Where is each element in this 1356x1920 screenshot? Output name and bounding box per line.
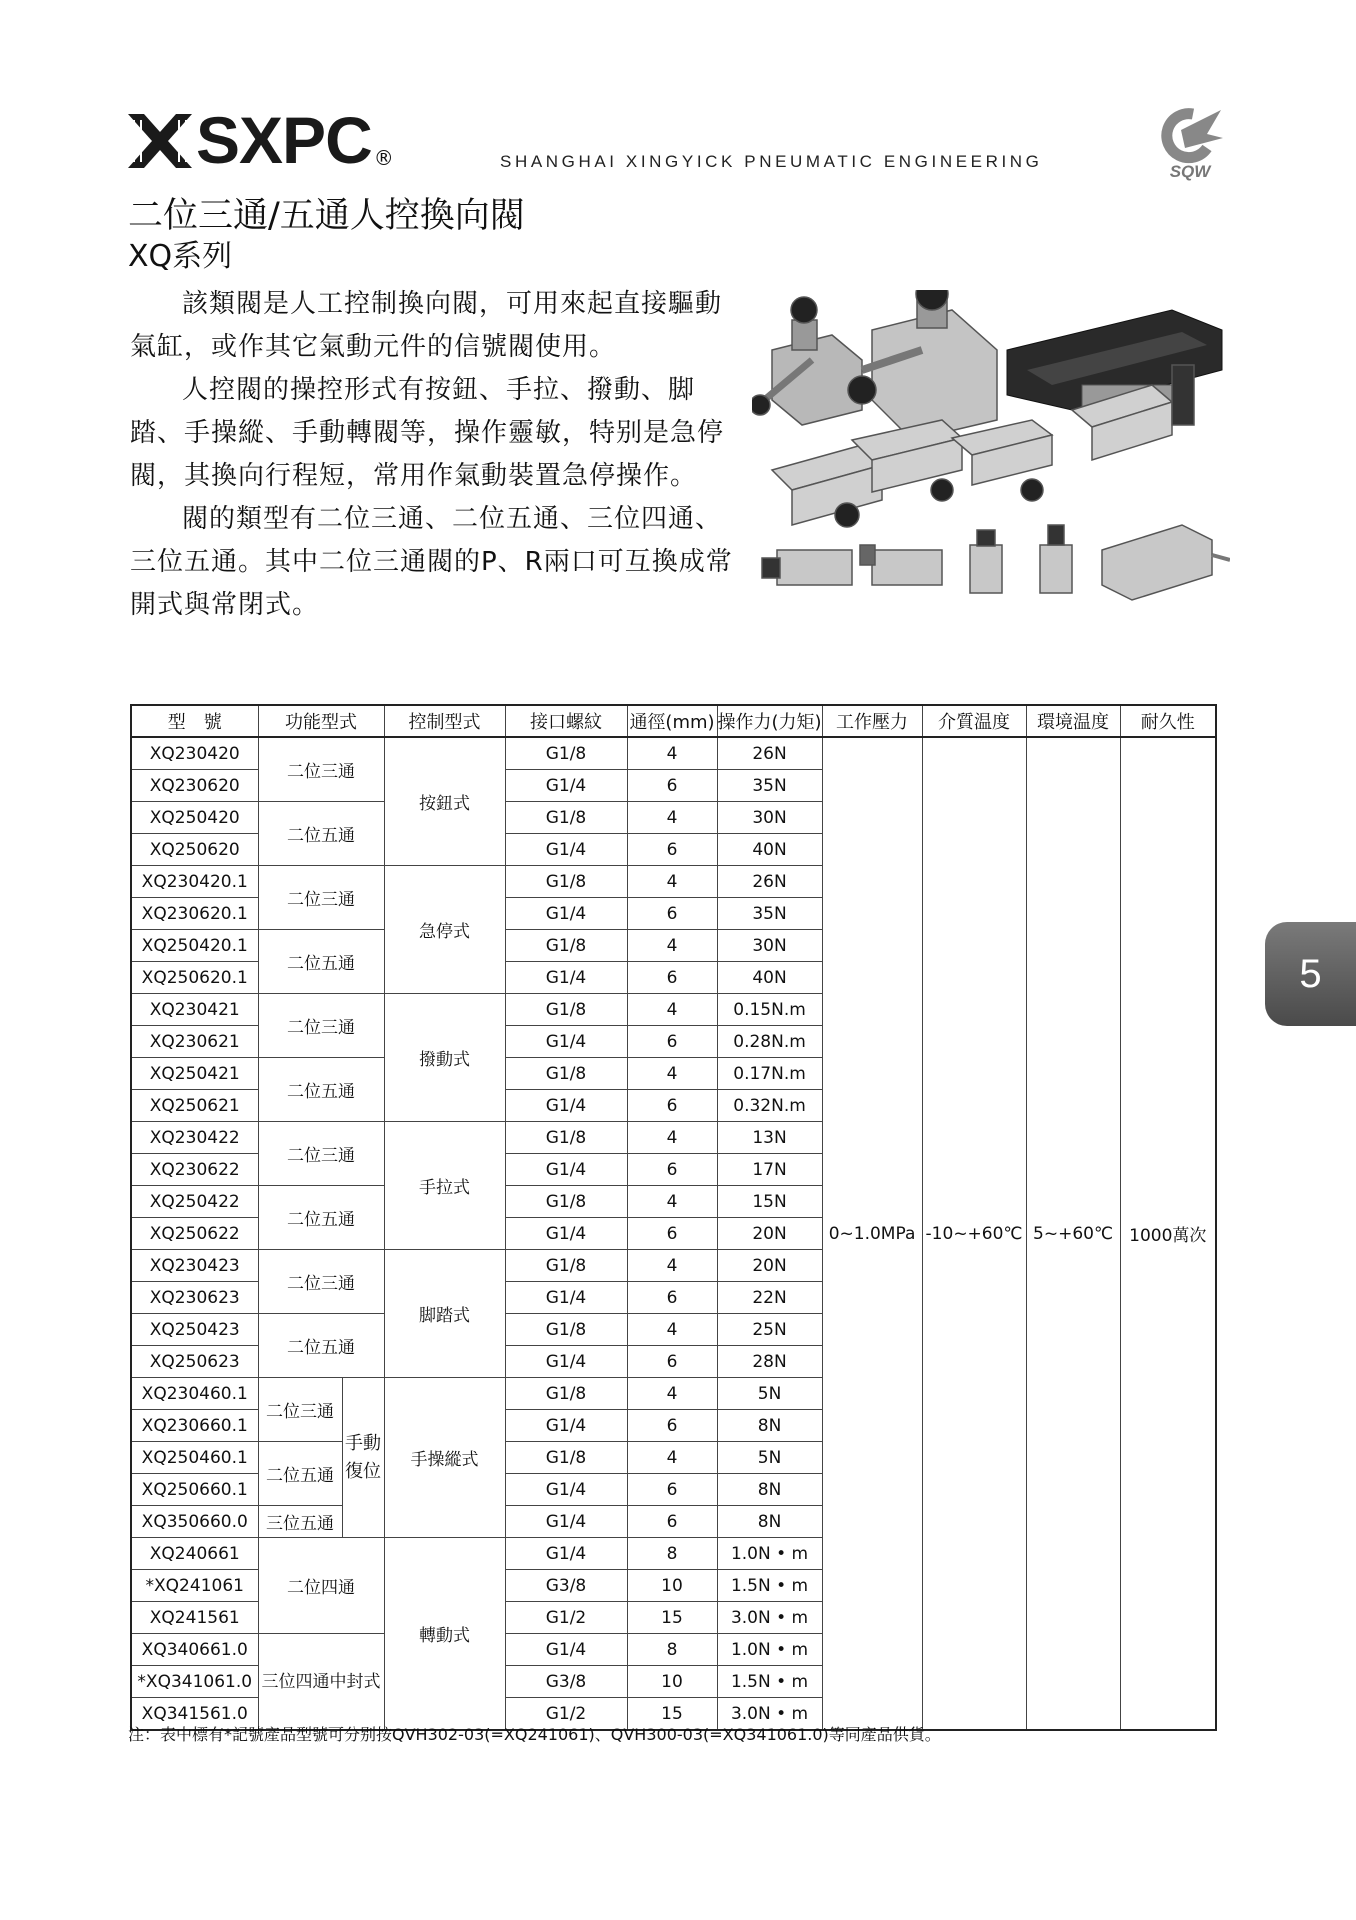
page-subtitle: XQ系列 (128, 239, 233, 274)
table-cell: G1/4 (505, 1474, 627, 1506)
table-cell: 4 (627, 866, 717, 898)
table-cell: XQ230660.1 (131, 1410, 258, 1442)
table-cell: G1/8 (505, 1378, 627, 1410)
shared-pressure: 0~1.0MPa (822, 737, 922, 1730)
page-section-tab: 5 (1265, 922, 1356, 1026)
spec-table (130, 704, 1217, 1731)
table-cell: G1/8 (505, 930, 627, 962)
table-cell: 13N (717, 1122, 822, 1154)
table-cell: 三位四通中封式 (258, 1634, 384, 1731)
table-cell: G1/4 (505, 1154, 627, 1186)
table-cell: G1/8 (505, 866, 627, 898)
table-cell: 二位五通 (258, 1314, 384, 1378)
table-cell: 26N (717, 737, 822, 770)
table-cell: 4 (627, 994, 717, 1026)
table-cell: XQ250622 (131, 1218, 258, 1250)
table-cell: 5N (717, 1378, 822, 1410)
table-cell: XQ250620.1 (131, 962, 258, 994)
table-cell: XQ250620 (131, 834, 258, 866)
table-cell: XQ250420.1 (131, 930, 258, 962)
table-cell: 手拉式 (384, 1122, 505, 1250)
table-cell: 25N (717, 1314, 822, 1346)
table-cell: G1/4 (505, 1634, 627, 1666)
table-cell: 20N (717, 1250, 822, 1282)
sxpc-logo (128, 103, 394, 177)
shared-durability: 1000萬次 (1120, 737, 1216, 1730)
description-paragraph: 人控閥的操控形式有按鈕、手拉、撥動、脚踏、手操縱、手動轉閥等，操作靈敏，特别是急停閥，其換向行程短，常用作氣動裝置急停操作。 (130, 375, 725, 491)
table-cell: G1/8 (505, 1122, 627, 1154)
table-cell: XQ250422 (131, 1186, 258, 1218)
table-cell: 8 (627, 1634, 717, 1666)
table-cell: XQ341561.0 (131, 1698, 258, 1731)
table-cell: 4 (627, 1186, 717, 1218)
table-cell: XQ230420 (131, 737, 258, 770)
table-cell: 4 (627, 1442, 717, 1474)
table-cell: XQ230620 (131, 770, 258, 802)
table-cell: 6 (627, 962, 717, 994)
table-cell: G1/2 (505, 1602, 627, 1634)
table-cell: XQ250660.1 (131, 1474, 258, 1506)
table-cell: G1/4 (505, 1090, 627, 1122)
col-header-thread: 接口螺紋 (505, 705, 627, 737)
table-cell: G1/8 (505, 737, 627, 770)
table-cell: 二位五通 (258, 1058, 384, 1122)
footnote: 注：表中標有*記號產品型號可分别按QVH302-03(=XQ241061)、QVH300-03(=XQ341061.0)等同產品供貨。 (128, 1725, 941, 1744)
col-header-medium-temp: 介質温度 (922, 705, 1026, 737)
table-cell: G1/4 (505, 1282, 627, 1314)
table-cell: 4 (627, 1250, 717, 1282)
table-cell: 4 (627, 802, 717, 834)
table-cell: 30N (717, 930, 822, 962)
table-cell: XQ250421 (131, 1058, 258, 1090)
table-cell: G1/8 (505, 1058, 627, 1090)
table-cell: *XQ341061.0 (131, 1666, 258, 1698)
col-header-pressure: 工作壓力 (822, 705, 922, 737)
table-cell: 二位三通 (258, 866, 384, 930)
table-cell: 撥動式 (384, 994, 505, 1122)
table-cell: 17N (717, 1154, 822, 1186)
table-cell: 0.28N.m (717, 1026, 822, 1058)
table-cell: 15 (627, 1698, 717, 1731)
lever-valve-large (848, 290, 997, 440)
table-cell: G1/4 (505, 1218, 627, 1250)
table-cell: 1.0N • m (717, 1538, 822, 1570)
table-cell: G1/4 (505, 770, 627, 802)
shared-medium-temp: -10~+60℃ (922, 737, 1026, 1730)
table-cell: 35N (717, 898, 822, 930)
table-cell: *XQ241061 (131, 1570, 258, 1602)
table-header-row (131, 705, 1216, 737)
table-cell: G1/8 (505, 1186, 627, 1218)
table-cell: G1/4 (505, 962, 627, 994)
table-cell: XQ240661 (131, 1538, 258, 1570)
table-cell: 5N (717, 1442, 822, 1474)
table-cell: 30N (717, 802, 822, 834)
table-cell: 4 (627, 737, 717, 770)
table-cell: XQ230422 (131, 1122, 258, 1154)
col-header-durability: 耐久性 (1120, 705, 1216, 737)
logo-wordmark: SXPC (196, 103, 372, 177)
table-cell: 22N (717, 1282, 822, 1314)
table-cell: 0.17N.m (717, 1058, 822, 1090)
table-cell: 二位四通 (258, 1538, 384, 1634)
sxpc-logo-mark-icon (128, 114, 192, 168)
col-header-model: 型 號 (131, 705, 258, 737)
description-paragraph: 閥的類型有二位三通、二位五通、三位四通、三位五通。其中二位三通閥的P、R兩口可互換成常開式與常閉式。 (130, 504, 733, 620)
table-cell: XQ230421 (131, 994, 258, 1026)
table-cell: 脚踏式 (384, 1250, 505, 1378)
table-cell: 0.15N.m (717, 994, 822, 1026)
table-cell: XQ230623 (131, 1282, 258, 1314)
company-name: SHANGHAI XINGYICK PNEUMATIC ENGINEERING (500, 152, 1043, 171)
table-cell: G1/8 (505, 1314, 627, 1346)
table-cell: XQ230420.1 (131, 866, 258, 898)
col-header-function: 功能型式 (258, 705, 384, 737)
table-cell: 6 (627, 1346, 717, 1378)
table-cell: G1/4 (505, 1026, 627, 1058)
table-cell: 10 (627, 1570, 717, 1602)
table-cell: 手操縱式 (384, 1378, 505, 1538)
table-cell: 20N (717, 1218, 822, 1250)
table-cell: 二位三通 (258, 994, 384, 1058)
table-cell: 35N (717, 770, 822, 802)
sqw-logo: SQW (1150, 108, 1230, 182)
table-cell: 6 (627, 1154, 717, 1186)
table-cell: 8N (717, 1474, 822, 1506)
shared-ambient-temp: 5~+60℃ (1026, 737, 1120, 1730)
table-cell: 1.5N • m (717, 1666, 822, 1698)
table-cell: 10 (627, 1666, 717, 1698)
product-photo (752, 290, 1230, 620)
table-cell: 二位三通 (258, 1250, 384, 1314)
table-cell: 6 (627, 1410, 717, 1442)
table-row (131, 737, 1216, 770)
table-cell: G1/4 (505, 1410, 627, 1442)
table-cell: 8N (717, 1506, 822, 1538)
table-cell: G3/8 (505, 1666, 627, 1698)
sqw-logo-icon (1155, 108, 1225, 166)
table-cell: 1.5N • m (717, 1570, 822, 1602)
table-cell: G1/4 (505, 1346, 627, 1378)
table-cell: XQ250623 (131, 1346, 258, 1378)
table-cell: XQ230423 (131, 1250, 258, 1282)
table-cell: 二位三通 (258, 737, 384, 802)
table-cell: G3/8 (505, 1570, 627, 1602)
table-cell: 6 (627, 1282, 717, 1314)
col-header-force: 操作力(力矩) (717, 705, 822, 737)
table-cell: XQ230620.1 (131, 898, 258, 930)
description-paragraph: 該類閥是人工控制換向閥，可用來起直接驅動氣缸，或作其它氣動元件的信號閥使用。 (130, 289, 723, 362)
table-cell: G1/4 (505, 1538, 627, 1570)
table-cell: XQ250423 (131, 1314, 258, 1346)
table-cell: 15N (717, 1186, 822, 1218)
table-cell: 1.0N • m (717, 1634, 822, 1666)
table-cell: XQ241561 (131, 1602, 258, 1634)
table-cell: G1/8 (505, 802, 627, 834)
table-cell: 二位三通 (258, 1378, 342, 1442)
table-cell: 6 (627, 1474, 717, 1506)
table-cell: XQ230621 (131, 1026, 258, 1058)
table-cell: 二位五通 (258, 930, 384, 994)
table-cell: 8N (717, 1410, 822, 1442)
table-cell: 3.0N • m (717, 1602, 822, 1634)
table-cell: 三位五通 (258, 1506, 342, 1538)
table-cell: XQ340661.0 (131, 1634, 258, 1666)
table-cell: 6 (627, 834, 717, 866)
table-cell: 40N (717, 962, 822, 994)
table-cell: 二位五通 (258, 1442, 342, 1506)
col-header-bore: 通徑(mm) (627, 705, 717, 737)
table-cell: XQ230460.1 (131, 1378, 258, 1410)
table-cell: 6 (627, 1026, 717, 1058)
small-valves (762, 525, 1230, 600)
table-cell: G1/4 (505, 898, 627, 930)
manual-reset-label: 手動復位 (342, 1378, 384, 1538)
table-cell: 急停式 (384, 866, 505, 994)
col-header-control: 控制型式 (384, 705, 505, 737)
table-cell: G1/8 (505, 994, 627, 1026)
table-cell: 28N (717, 1346, 822, 1378)
page-title: 二位三通/五通人控換向閥 (128, 196, 525, 236)
description (130, 283, 740, 627)
table-cell: XQ230622 (131, 1154, 258, 1186)
table-cell: XQ250460.1 (131, 1442, 258, 1474)
lever-valve-small (752, 297, 862, 425)
table-cell: 4 (627, 1122, 717, 1154)
table-cell: G1/4 (505, 834, 627, 866)
table-cell: 4 (627, 930, 717, 962)
table-cell: 二位五通 (258, 1186, 384, 1250)
table-cell: 6 (627, 1506, 717, 1538)
table-cell: 6 (627, 1218, 717, 1250)
table-cell: 4 (627, 1378, 717, 1410)
table-cell: 4 (627, 1314, 717, 1346)
table-cell: 轉動式 (384, 1538, 505, 1731)
table-cell: 4 (627, 1058, 717, 1090)
table-cell: 6 (627, 1090, 717, 1122)
table-cell: 3.0N • m (717, 1698, 822, 1731)
table-cell: 按鈕式 (384, 737, 505, 866)
registered-mark: ® (373, 146, 394, 170)
table-cell: 6 (627, 770, 717, 802)
table-cell: 6 (627, 898, 717, 930)
table-cell: 二位五通 (258, 802, 384, 866)
table-cell: 40N (717, 834, 822, 866)
table-cell: XQ250420 (131, 802, 258, 834)
table-cell: G1/2 (505, 1698, 627, 1731)
table-cell: XQ250621 (131, 1090, 258, 1122)
table-cell: 26N (717, 866, 822, 898)
table-cell: XQ350660.0 (131, 1506, 258, 1538)
col-header-ambient-temp: 環境温度 (1026, 705, 1120, 737)
table-cell: 8 (627, 1538, 717, 1570)
table-cell: G1/8 (505, 1250, 627, 1282)
table-cell: 0.32N.m (717, 1090, 822, 1122)
table-cell: G1/4 (505, 1506, 627, 1538)
table-cell: 二位三通 (258, 1122, 384, 1186)
table-cell: G1/8 (505, 1442, 627, 1474)
table-cell: 15 (627, 1602, 717, 1634)
